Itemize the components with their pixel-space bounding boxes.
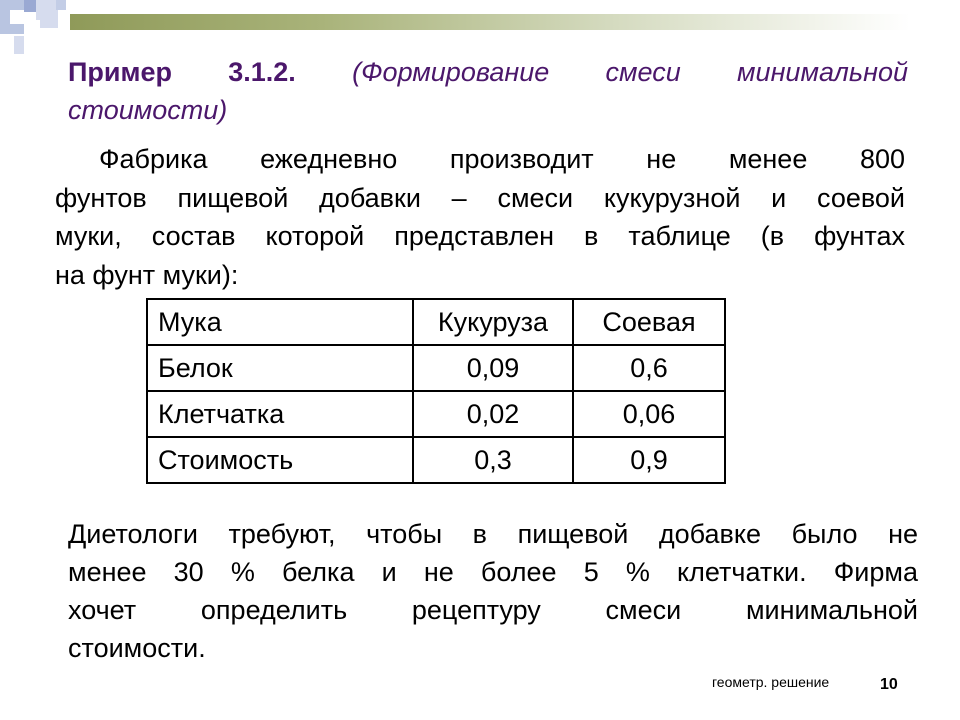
corner-decoration bbox=[24, 0, 36, 12]
top-gradient-bar bbox=[70, 14, 910, 30]
table-cell: 0,6 bbox=[573, 345, 725, 391]
intro-line: муки, состав которой представлен в таблице (в фунтах bbox=[55, 221, 905, 251]
table-header-row bbox=[147, 299, 725, 345]
corner-decoration bbox=[10, 10, 24, 24]
example-label: Пример 3.1.2. bbox=[68, 57, 296, 87]
composition-table bbox=[146, 298, 726, 484]
outro-line: Диетологи требуют, чтобы в пищевой добавке было не bbox=[68, 519, 918, 549]
table-cell: Клетчатка bbox=[147, 391, 413, 437]
corner-decoration bbox=[14, 36, 24, 54]
intro-line: Фабрика ежедневно производит не менее 800 bbox=[99, 144, 905, 174]
intro-line: фунтов пищевой добавки – смеси кукурузной и соевой bbox=[55, 182, 905, 213]
title-subtitle-line1: (Формирование смеси минимальной bbox=[352, 57, 908, 87]
table-cell: 0,02 bbox=[413, 391, 573, 437]
table-row bbox=[147, 391, 725, 437]
table-cell: 0,09 bbox=[413, 345, 573, 391]
footer-note: геометр. решение bbox=[712, 674, 830, 690]
table-header-cell: Мука bbox=[147, 299, 413, 345]
table-cell: Стоимость bbox=[147, 437, 413, 483]
table-header-cell: Кукуруза bbox=[413, 299, 573, 345]
intro-line: на фунт муки): bbox=[55, 259, 239, 290]
slide-title bbox=[68, 53, 908, 91]
table-row bbox=[147, 345, 725, 391]
corner-decoration bbox=[24, 20, 40, 36]
title-subtitle-line2: стоимости) bbox=[68, 95, 228, 125]
outro-paragraph bbox=[68, 515, 918, 667]
table-header-cell: Соевая bbox=[573, 299, 725, 345]
table-cell: Белок bbox=[147, 345, 413, 391]
outro-line: стоимости. bbox=[68, 633, 206, 663]
table-cell: 0,9 bbox=[573, 437, 725, 483]
table-cell: 0,06 bbox=[573, 391, 725, 437]
intro-paragraph bbox=[55, 140, 905, 294]
page-number: 10 bbox=[880, 676, 898, 693]
corner-decoration bbox=[56, 0, 66, 10]
table-row bbox=[147, 437, 725, 483]
table-cell: 0,3 bbox=[413, 437, 573, 483]
outro-line: хочет определить рецептуру смеси минимальной bbox=[68, 595, 918, 625]
outro-line: менее 30 % белка и не более 5 % клетчатки. Фирма bbox=[68, 557, 918, 587]
